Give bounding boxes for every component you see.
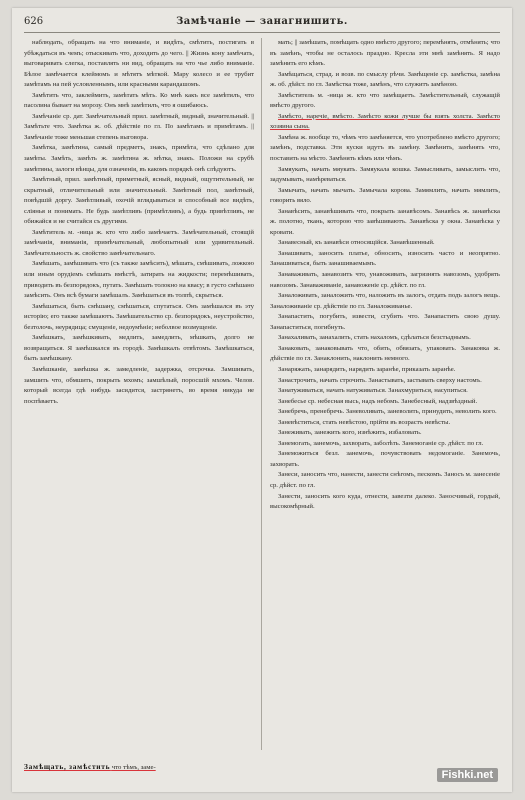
entry: Замяукать, начать мяукать. Замяукала кошка. Замысливать, замыслить что, задумывать, намѣреваться. [270, 165, 500, 184]
entry: Занавѣсить, занавѣшивать что, покрыть занавѣсомъ. Занавѣсь ж. занавѣска ж. полотно, ткань, которою что завѣшиваютъ. Занавѣска у окна. Занавѣска у кровати. [270, 207, 500, 236]
entry: Замѣшать, замѣшивать что (съ также замѣсить), мѣшать, смѣшивать, ложкою или иным орудіемъ смѣшать вмѣстѣ, затирать на жидкости; перемѣшивать, приводить въ безпорядокъ, путать. Замѣшать толокно на квасу; в густо смѣшано замѣсить. Онъ всѣ бумаги замѣшалъ. Замѣшаться въ толпѣ, скрыться. [24, 260, 254, 300]
entry: Замѣтитель м. -ница ж. кто что либо замѣчаетъ. Замѣчательный, стоящій замѣчанія, вниманія, примѣчательный, любопытный или удивительный. Замѣчательность ж. свойство замѣчательнаго. [24, 228, 254, 257]
entry: Занахаливать, занахалить, стать нахаломъ, сдѣлаться безстыднымъ. [278, 334, 471, 342]
entry: Замѣщаться, страд. и возв. по смыслу рѣчи. Замѣщеніе ср. замѣстка, замѣна ж. об. дѣйст. по гл. Замѣстка тоже, замѣнъ, что служитъ замѣною. [270, 70, 500, 89]
left-column [24, 38, 254, 758]
header-rule [24, 32, 500, 33]
running-head: Замѣчаніе — занагнишить. [176, 16, 348, 27]
entry: Занести, заносить кого куда, отнести, завезти далеко. Заносчивый, гордый, высокомѣрный. [270, 492, 500, 511]
entry: Замѣтка, замѣтина, самый предметъ, знакъ, примѣта, что сдѣлано для замѣты. Замѣть, замѣть ж. замѣтина ж. мѣтка, знакъ. Положи на срубѣ замѣтины, залоги вѣнцы, для означенія, въ какомъ порядкѣ онѣ слѣдуютъ. [24, 144, 254, 173]
entry: Занемогать, занемочь, захворать, заболѣть. Занемоганіе ср. дѣйст. по гл. [278, 439, 484, 447]
entry: Замѣчаніе ср. дат. Замѣчательный прил. замѣтный, видный, значительный. || Замѣтьте что. Замѣтка ж. об. дѣйствіе по гл. По замѣтамъ и примѣтамъ. || Замѣчаніе тоже меньшая степень выговора. [24, 112, 254, 141]
entry: Замѣтить что, заклеймить, замѣтать мѣть. Ко мнѣ какъ все замѣтилъ, что пасолина бывает на морозу. Онъ мнѣ замѣтилъ, что я ошибаюсь. [24, 91, 254, 110]
entry: Заналоживать, заналожить что, наложить въ залогъ, отдать подъ залогъ вещь. Заналоживаніе ср. дѣйствіе по гл. Заналоживанье. [270, 292, 500, 310]
entry: Занашивать, заносить платье, обносить, износить часто и неопрятно. Занашиваться, быть занашиваемымъ. [270, 249, 500, 268]
last-entry-tail: что тѣмъ, заме- [111, 764, 156, 771]
page-header [24, 16, 500, 32]
underlined-last-entry [24, 762, 286, 771]
entry: Замѣшаться, быть смѣшану, смѣшаться, спутаться. Онъ замѣшался въ эту исторію; его также замѣшаютъ. Замѣшательство ср. безпорядокъ, неустройство, безтолочь, неурядица; смущеніе, недоумѣніе; неболвое возмущеніе. [24, 302, 254, 331]
entry: Замѣна ж. вообще то, чѣмъ что замѣняется, что употреблено вмѣсто другого; замѣнъ, подставка. Эти куски идутъ въ замѣну. Замѣнить, замѣнять что, поставить на мѣсто. Замѣнять кѣмъ или чѣмъ. [270, 133, 500, 163]
column-divider [261, 38, 262, 750]
entry: Занапастить, погубить, извести, сгубить что. Занапастить свою душу. Занапаститься, погибнуть. [270, 313, 500, 331]
entry: Занаваживать, занавозить что, унавоживать, загрязнять навозомъ, удобрять навозомъ. Занаваживаніе, занавоженіе ср. дѣйст. по гл. [270, 271, 500, 289]
entry: Занеможиться безл. занемочь, почувствовать недомоганіе. Занемочь, захворать. [270, 450, 500, 468]
right-column [270, 38, 500, 758]
entry: мать; || замѣшать, помѣщать одно вмѣсто другого; перемѣнять, отмѣнять; что въ замѣнъ, чтобы не осталось праздно. Кресла эти мнѣ замѣнять. Я надо замѣнить его кѣмъ. [270, 39, 500, 68]
entry: Занеси, заносить что, нанести, занести снѣгомъ, пескомъ. Заносъ м. занесеніе ср. дѣйст. по гл. [270, 471, 500, 489]
entry: Занавесный, къ занавѣси относящійся. Занавѣшенный. [278, 239, 435, 247]
highlighted-entry: Замѣсто, наречіе, вмѣсто. Замѣсто кожи лучше бы взять холста. Замѣсто хозяина сына. [270, 112, 500, 131]
entry: Занебречь, пренебречь. Заневоливать, заневолить, принудить, неволить кого. [278, 408, 497, 416]
entry: Заневѣститься, стать невѣстою, прійти въ возрастъ невѣсты. [278, 418, 451, 426]
last-entry-headword: Замѣщать, замѣстить [24, 762, 111, 771]
entry: Занеживать, занежить кого, изнѣжить, избаловать. [278, 429, 422, 437]
entry: Замѣшканіе, замѣшка ж. замедленіе, задержка, отсрочка. Замшивать, замшить что, обмшить, покрыть мхомъ; замшѣлый, поросшій мхомъ. Челов. который всегда гдѣ нибудь засидится, застрянетъ, во время никуда не поспѣваетъ. [24, 365, 254, 405]
entry: Замѣститель м. -ница ж. кто что замѣщаетъ. Замѣстительный, служащій вмѣсто другого. [270, 91, 500, 110]
entry: Замѣшкать, замѣшкивать, медлить, замедлить, мѣшкать, долго не возвращаться. Я замѣшкался въ городѣ. Замѣшкалъ отвѣтомъ. Замѣшкаться, быть замѣшкану. [24, 334, 254, 363]
entry: Занастрочить, начать строчить. Занастывать, застывать сверху настомъ. [278, 376, 482, 384]
entry: наблюдать, обращать на что вниманіе, и видѣть, смѣтить, постигать в убѣждаться въ чемъ; отыскивать что, доходить до чего. || Жизнь кону замѣчать, выговаривать слегка, поставлять ни вид, обращать на что чье либо вниманіе. Бѣлое замѣчается клеймомъ и мѣтятъ мѣткой. Мару колесо и ее трубит замѣтамъ на пей условленнымъ, или красными карандашомъ. [24, 39, 254, 89]
dictionary-page [12, 8, 512, 792]
page-number: 626 [24, 16, 44, 27]
entry: Занебесье ср. небесная высь, надъ небомъ. Занебесный, надзвѣздный. [278, 397, 478, 405]
entry: Занатуживаться, начать натуживаться. Занахмуриться, насупиться. [278, 387, 468, 395]
entry: Занаряжать, занарядить, нарядить заранѣе, приказать заранѣе. [278, 365, 456, 373]
entry: Замѣтный, прил. замѣтный, приметный, ясный, видный, ощутительный, не скрытный, отличительный или значительный. Замѣтный пол, замѣтный, повѣдшій доргу. Замѣтливый, охочій вглядываться и способный все видѣть, сліянья и понимать. Не будь замѣтливъ (примѣтливъ), а будь привѣтливъ, не обижайся и не считайся съ другими. [24, 176, 254, 226]
site-watermark: Fishki.net [437, 768, 498, 782]
entry: Замычать, начать мычать. Замычала корова. Замямлить, начать мямлить, говорить вяло. [270, 186, 500, 205]
entry: Занаковать, занаковывать что, обить, обвязать, упаковать. Занаковка ж. дѣйствіе по гл. Занаклонить, наклонить немного. [270, 344, 500, 363]
